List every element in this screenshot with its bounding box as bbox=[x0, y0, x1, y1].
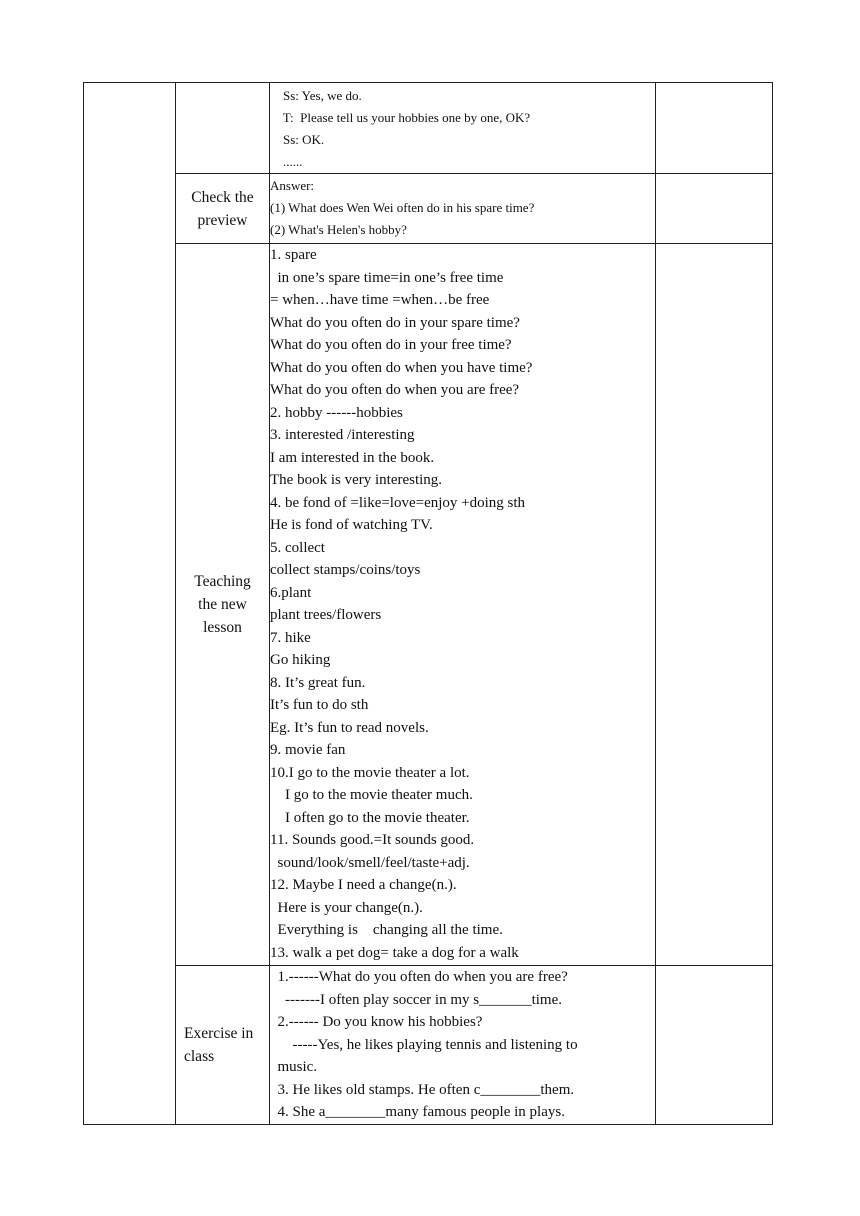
content-line: I often go to the movie theater. bbox=[270, 809, 470, 826]
content-line: -----Yes, he likes playing tennis and listening to bbox=[270, 1036, 578, 1053]
section-label-teaching bbox=[176, 244, 270, 966]
content-line: 6.plant bbox=[270, 584, 312, 601]
content-line: Answer: bbox=[270, 178, 315, 193]
stage-cell bbox=[84, 83, 176, 1125]
content-line: Ss: OK. bbox=[270, 132, 325, 147]
table-row-exercise bbox=[84, 966, 773, 1125]
content-line: Everything is changing all the time. bbox=[270, 922, 503, 938]
content-line: Eg. It’s fun to read novels. bbox=[270, 719, 429, 736]
section-label-line: class bbox=[184, 1047, 215, 1065]
content-line: 7. hike bbox=[270, 629, 311, 646]
content-line: -------I often play soccer in my s_______time. bbox=[270, 991, 562, 1008]
section-label-line: Exercise in bbox=[184, 1024, 254, 1042]
content-line: I go to the movie theater much. bbox=[270, 787, 473, 803]
content-line: 10.I go to the movie theater a lot. bbox=[270, 764, 470, 781]
section-label-check-preview bbox=[176, 174, 270, 244]
content-line: 11. Sounds good.=It sounds good. bbox=[270, 832, 475, 848]
content-cell-check-preview bbox=[270, 174, 656, 244]
content-line: ...... bbox=[270, 154, 303, 169]
content-line: (1) What does Wen Wei often do in his spare time? bbox=[270, 200, 535, 215]
content-cell-teaching bbox=[270, 244, 656, 966]
content-line: 3. He likes old stamps. He often c________them. bbox=[270, 1081, 575, 1098]
content-line: It’s fun to do sth bbox=[270, 697, 369, 713]
content-line: Here is your change(n.). bbox=[270, 899, 423, 916]
content-line: 3. interested /interesting bbox=[270, 427, 415, 443]
table-row-teaching bbox=[84, 244, 773, 966]
content-line: (2) What's Helen's hobby? bbox=[270, 222, 407, 237]
content-line: What do you often do in your free time? bbox=[270, 337, 512, 353]
section-label-line: Teaching bbox=[194, 573, 251, 590]
content-line: sound/look/smell/feel/taste+adj. bbox=[270, 854, 470, 871]
content-line: 2. hobby ------hobbies bbox=[270, 404, 403, 421]
table-row-check-preview bbox=[84, 174, 773, 244]
content-line: 4. She a________many famous people in plays. bbox=[270, 1104, 565, 1120]
content-line: music. bbox=[270, 1059, 318, 1075]
content-line: 4. be fond of =like=love=enjoy +doing sth bbox=[270, 494, 526, 511]
content-line: 13. walk a pet dog= take a dog for a walk bbox=[270, 944, 519, 961]
section-label-line: lesson bbox=[203, 619, 242, 636]
content-line: What do you often do when you have time? bbox=[270, 359, 533, 376]
content-line: He is fond of watching TV. bbox=[270, 517, 433, 533]
section-label-line: preview bbox=[197, 211, 248, 229]
section-label-exercise bbox=[176, 966, 270, 1125]
content-line: 5. collect bbox=[270, 539, 325, 556]
section-label-line: Check the bbox=[191, 188, 254, 206]
content-line: Ss: Yes, we do. bbox=[270, 88, 362, 103]
content-line: plant trees/flowers bbox=[270, 607, 382, 623]
notes-cell bbox=[656, 244, 773, 966]
content-line: 12. Maybe I need a change(n.). bbox=[270, 877, 457, 893]
content-line: 1. spare bbox=[270, 247, 317, 263]
content-line: I am interested in the book. bbox=[270, 449, 435, 466]
notes-cell bbox=[656, 174, 773, 244]
content-line: T: Please tell us your hobbies one by one, OK? bbox=[270, 110, 531, 125]
table-row-dialogue bbox=[84, 83, 773, 174]
content-line: collect stamps/coins/toys bbox=[270, 562, 421, 578]
content-line: = when…have time =when…be free bbox=[270, 292, 490, 308]
section-label-cell bbox=[176, 83, 270, 174]
content-line: 1.------What do you often do when you are free? bbox=[270, 969, 568, 985]
content-line: 8. It’s great fun. bbox=[270, 674, 366, 691]
content-cell-dialogue bbox=[270, 83, 656, 174]
content-line: 9. movie fan bbox=[270, 742, 346, 758]
section-label-line: the new bbox=[198, 596, 247, 613]
notes-cell bbox=[656, 83, 773, 174]
content-line: Go hiking bbox=[270, 652, 331, 668]
lesson-plan-table bbox=[83, 82, 773, 1125]
content-line: in one’s spare time=in one’s free time bbox=[270, 269, 504, 286]
content-cell-exercise bbox=[270, 966, 656, 1125]
notes-cell bbox=[656, 966, 773, 1125]
content-line: What do you often do in your spare time? bbox=[270, 314, 520, 331]
content-line: The book is very interesting. bbox=[270, 472, 443, 488]
content-line: What do you often do when you are free? bbox=[270, 382, 520, 398]
content-line: 2.------ Do you know his hobbies? bbox=[270, 1014, 483, 1030]
